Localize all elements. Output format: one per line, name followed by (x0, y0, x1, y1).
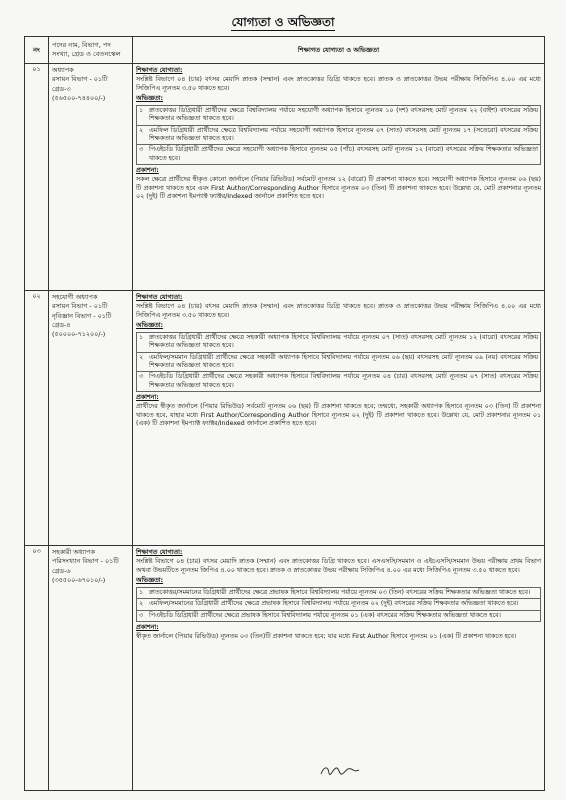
post-department: রসায়ন বিভাগ - ০১টি (52, 302, 108, 311)
list-item (137, 611, 540, 621)
pub-heading: প্রকাশনা: (136, 624, 159, 632)
header-qualification: শিক্ষাগত যোগ্যতা ও অভিজ্ঞতা (133, 37, 545, 64)
exp-number: ৩ (139, 146, 144, 154)
exp-list (136, 105, 541, 165)
exp-number: ২ (139, 126, 144, 134)
list-item (137, 106, 540, 126)
exp-text: স্নাতকোত্তর ডিগ্রিধারী প্রার্থীদের ক্ষেত্রে বিশ্ববিদ্যালয় পর্যায়ে সহযোগী অধ্যাপক হিসাবে ন্যূনতম ১০ (দশ) বৎসরসহ মোট ন্যূনতম ২২ (বাইশ) বৎসরের সক্রিয় শিক্ষকতার অভিজ্ঞতা থাকতে হবে। (149, 107, 538, 123)
pub-heading: প্রকাশনা: (136, 166, 159, 174)
row-serial: ০২ (25, 291, 49, 546)
exp-text: পিএইচডি ডিগ্রিধারী প্রার্থীদের ক্ষেত্রে সহকারী অধ্যাপক হিসাবে বিশ্ববিদ্যালয় পর্যায়ে ন্যূনতম ০৪ (চার) বৎসরসহ মোট ন্যূনতম ০৭ (সাত) বৎসরের সক্রিয় শিক্ষকতার অভিজ্ঞতা থাকতে হবে। (149, 373, 538, 389)
exp-text: পিএইচডি ডিগ্রিধারী প্রার্থীদের ক্ষেত্রে প্রভাষক হিসাবে বিশ্ববিদ্যালয় পর্যায়ে ন্যূনতম ০১ (এক) বৎসরের সক্রিয় শিক্ষকতার অভিজ্ঞতা থাকতে হবে। (149, 611, 501, 619)
exp-list (136, 587, 541, 622)
table-row (25, 291, 545, 546)
exp-heading: অভিজ্ঞতা: (136, 94, 164, 102)
header-post: পদের নাম, বিভাগ, পদ সংখ্যা, গ্রেড ও বেতনস্কেল (49, 37, 133, 64)
list-item (137, 588, 540, 599)
exp-text: এমফিল ডিগ্রিধারী প্রার্থীদের ক্ষেত্রে বিশ্ববিদ্যালয় পর্যায়ে সহযোগী অধ্যাপক হিসাবে ন্যূনতম ০৭ (সাত) বৎসরসহ মোট ন্যূনতম ১৭ (সতেরো) বৎসরের সক্রিয় শিক্ষকতার অভিজ্ঞতা থাকতে হবে। (149, 126, 538, 143)
post-cell (49, 291, 133, 546)
row-serial: ০৩ (25, 546, 49, 791)
list-item (137, 333, 540, 353)
pub-text: সকল ক্ষেত্রে প্রার্থীদের স্বীকৃত কোনো জার্নালে (পিয়ার রিভিউড) সর্বমোট ন্যূনতম ১২ (বারো) টি প্রকাশনা থাকতে হবে। সহযোগী অধ্যাপক হিসাবে ন্যূনতম ০৬ (ছয়) টি প্রকাশনা থাকতে হবে এবং First Author/Corresponding Author হিসাবে ন্যূনতম ০৩ (তিন) টি প্রকাশনা থাকতে হবে। উল্লেখ্য যে, মোট প্রকাশনার ন্যূনতম ০২ (দুই) টি প্রকাশনা ইমপ্যাক্ট ফ্যাক্টর/Indexed জার্নালে প্রকাশিত হতে হবে। (136, 176, 541, 200)
post-department: পরিসংখ্যান বিভাগ - ০১টি (52, 557, 119, 566)
edu-heading: শিক্ষাগত যোগ্যতা: (136, 549, 183, 556)
exp-number: ২ (139, 600, 144, 608)
list-item (137, 599, 540, 610)
edu-heading: শিক্ষাগত যোগ্যতা: (136, 67, 183, 74)
post-title: অধ্যাপক (52, 66, 74, 74)
post-cell (49, 64, 133, 291)
edu-text: সংশ্লিষ্ট বিভাগে ০৪ (চার) বৎসর মেয়াদি স্নাতক (সম্মান) এবং স্নাতকোত্তর ডিগ্রি থাকতে হবে। এসএসসি/সমমান ও এইচএসসি/সমমান উভয় পরীক্ষায় প্রথম বিভাগ অথবা উভয়টিতে ন্যূনতম জিপিএ ৪.০০ থাকতে হবে। স্নাতক ও স্নাতকোত্তর উভয় পরীক্ষায় সিজিপিএ ৪.০০ এর মধ্যে সিজিপিএ ন্যূনতম ৩.৫০ থাকতে হবে। (136, 558, 541, 574)
exp-text: স্নাতকোত্তর/সমমানের ডিগ্রিধারী প্রার্থীদের ক্ষেত্রে প্রভাষক হিসাবে বিশ্ববিদ্যালয় পর্যায়ে ন্যূনতম ০৩ (তিন) বৎসরের সক্রিয় শিক্ষকতার অভিজ্ঞতা থাকতে হবে। (149, 589, 531, 597)
signature (318, 760, 362, 782)
edu-text: সংশ্লিষ্ট বিভাগে ০৪ (চার) বৎসর মেয়াদি স্নাতক (সম্মান) এবং স্নাতকোত্তর ডিগ্রি থাকতে হবে। স্নাতক ও স্নাতকোত্তর উভয় পরীক্ষায় সিজিপিএ ৪.০০ এর মধ্যে সিজিপিএ ন্যূনতম ৩.৫০ থাকতে হবে। (136, 76, 541, 92)
edu-text: সংশ্লিষ্ট বিভাগে ০৪ (চার) বৎসর মেয়াদি স্নাতক (সম্মান) এবং স্নাতকোত্তর ডিগ্রি থাকতে হবে। স্নাতক ও স্নাতকোত্তর উভয় পরীক্ষায় সিজিপিএ ৪.০০ এর মধ্যে সিজিপিএ ন্যূনতম ৩.৫০ থাকতে হবে। (136, 303, 541, 319)
exp-number: ১ (139, 589, 144, 597)
list-item (137, 372, 540, 391)
edu-heading: শিক্ষাগত যোগ্যতা: (136, 294, 183, 301)
table-row (25, 546, 545, 791)
post-grade: গ্রেড-৬ (52, 566, 71, 575)
post-title: সহযোগী অধ্যাপক (52, 293, 98, 301)
exp-number: ৩ (139, 373, 144, 381)
post-grade: গ্রেড-৪ (52, 320, 71, 329)
exp-number: ৩ (139, 611, 144, 619)
list-item (137, 126, 540, 146)
exp-text: এমফিল/সমমানের ডিগ্রিধারী প্রার্থীদের ক্ষেত্রে প্রভাষক হিসাবে বিশ্ববিদ্যালয় পর্যায়ে ন্যূনতম ০২ (দুই) বৎসরের সক্রিয় শিক্ষকতার অভিজ্ঞতা থাকতে হবে। (149, 600, 519, 608)
exp-list (136, 332, 541, 392)
post-department: রসায়ন বিভাগ - ০১টি (52, 75, 108, 84)
post-grade: গ্রেড-৩ (52, 84, 71, 93)
exp-text: এমফিল/সমমান ডিগ্রিধারী প্রার্থীদের ক্ষেত্রে সহকারী অধ্যাপক হিসাবে বিশ্ববিদ্যালয় পর্যায়ে ন্যূনতম ০৬ (ছয়) বৎসরসহ মোট ন্যূনতম ০৯ (নয়) বৎসরের সক্রিয় শিক্ষকতার অভিজ্ঞতা থাকতে হবে। (149, 353, 538, 370)
page-title: যোগ্যতা ও অভিজ্ঞতা (231, 15, 335, 29)
post-scale: (৩৫৫০০-৬৭০১০/-) (52, 575, 106, 584)
exp-heading: অভিজ্ঞতা: (136, 321, 164, 329)
header-serial: নং (25, 37, 49, 64)
qualification-table (24, 36, 545, 791)
exp-text: স্নাতকোত্তর ডিগ্রিধারী প্রার্থীদের ক্ষেত্রে সহকারী অধ্যাপক হিসাবে বিশ্ববিদ্যালয় পর্যায়ে ন্যূনতম ০৭ (সাত) বৎসরসহ মোট ন্যূনতম ১২ (বারো) বৎসরের সক্রিয় শিক্ষকতার অভিজ্ঞতা থাকতে হবে। (149, 334, 538, 350)
exp-text: পিএইচডি ডিগ্রিধারী প্রার্থীদের ক্ষেত্রে সহযোগী অধ্যাপক হিসাবে ন্যূনতম ০৫ (পাঁচ) বৎসরসহ মোট ন্যূনতম ১২ (বারো) বৎসরের সক্রিয় শিক্ষকতার অভিজ্ঞতা থাকতে হবে। (149, 146, 538, 162)
list-item (137, 145, 540, 164)
qualification-cell (133, 291, 545, 546)
post-scale: (৫৬৫০০-৭৪৪০০/-) (52, 93, 106, 102)
table-header-row (25, 37, 545, 64)
qualification-cell (133, 64, 545, 291)
post-title: সহকারী অধ্যাপক (52, 548, 95, 556)
table-row (25, 64, 545, 291)
post-department: নৃবিজ্ঞান বিভাগ - ০১টি (52, 311, 112, 320)
row-serial: ০১ (25, 64, 49, 291)
exp-number: ১ (139, 334, 144, 342)
list-item (137, 353, 540, 373)
post-scale: (৫০০০০-৭১২০০/-) (52, 330, 106, 339)
qualification-cell (133, 546, 545, 791)
exp-heading: অভিজ্ঞতা: (136, 576, 164, 584)
exp-number: ২ (139, 353, 144, 361)
post-cell (49, 546, 133, 791)
pub-heading: প্রকাশনা: (136, 393, 159, 401)
pub-text: প্রার্থীদের স্বীকৃত জার্নালে (পিয়ার রিভিউড) সর্বমোট ন্যূনতম ০৬ (ছয়) টি প্রকাশনা থাকতে হবে; তন্মধ্যে, সহকারী অধ্যাপক হিসাবে ন্যূনতম ০৩ (তিন) টি প্রকাশনা থাকতে হবে, যাহার মধ্যে First Author/Corresponding Author হিসাবে ন্যূনতম ০২ (দুই) টি প্রকাশনা থাকতে হবে। উল্লেখ্য যে, মোট প্রকাশনার ন্যূনতম ০১ (এক) টি প্রকাশনা ইমপ্যাক্ট ফ্যাক্টর/Indexed জার্নালে প্রকাশিত হতে হবে। (136, 403, 541, 427)
pub-text: স্বীকৃত জার্নালে (পিয়ার রিভিউড) ন্যূনতম ০৩ (তিন)টি প্রকাশনা থাকতে হবে; যার মধ্যে First Author হিসাবে ন্যূনতম ০১ (এক) টি প্রকাশনা থাকতে হবে। (136, 633, 517, 641)
exp-number: ১ (139, 107, 144, 115)
